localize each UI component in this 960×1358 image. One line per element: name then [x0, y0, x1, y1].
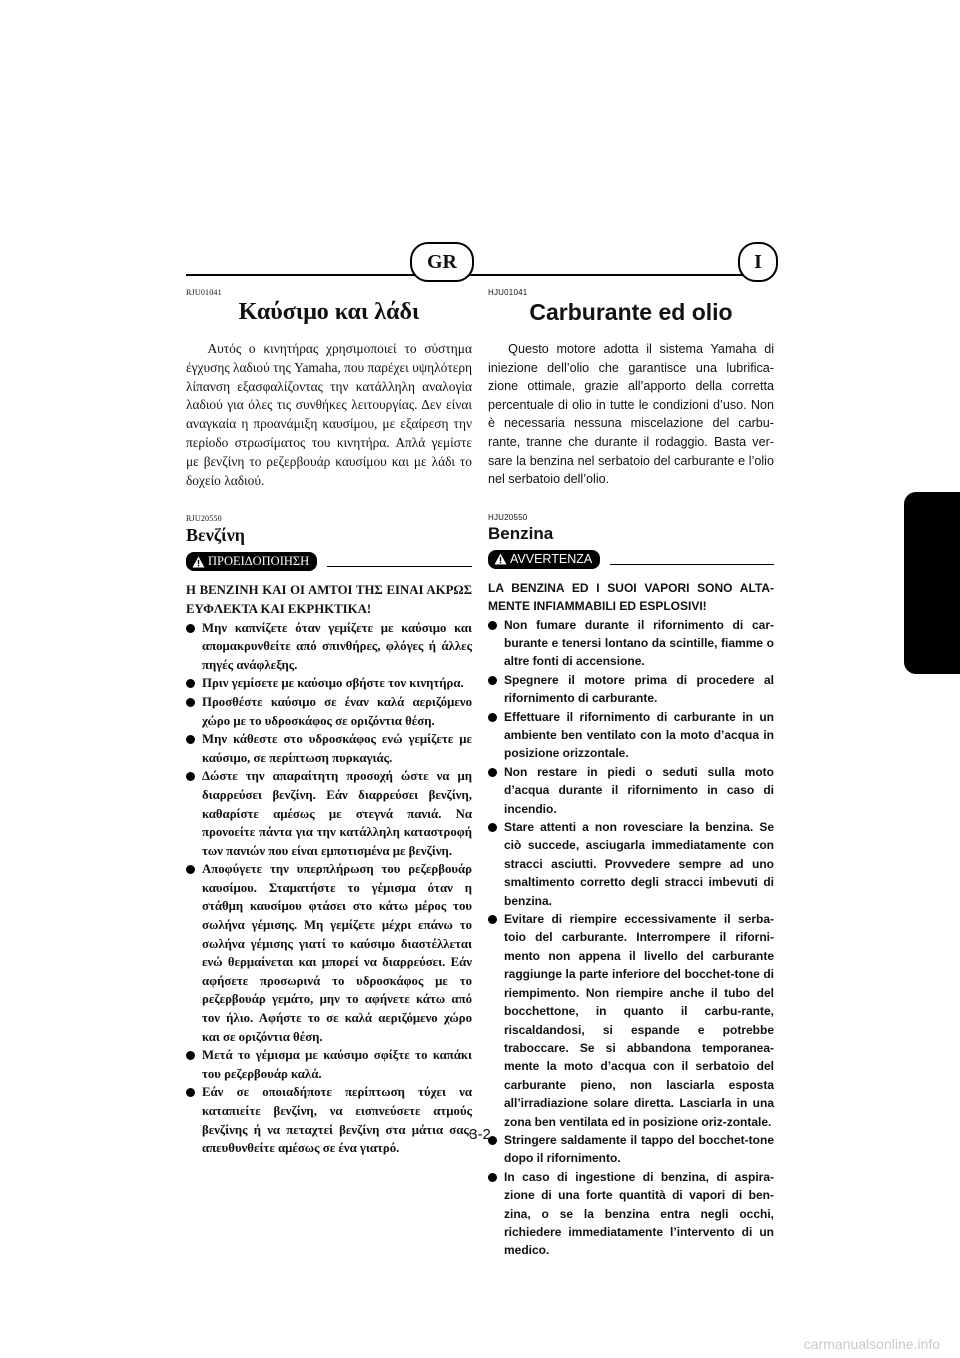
list-item: Μην κάθεστε στο υδροσκάφος ενώ γεμίζετε με καύσιμο, σε περίπτωση πυρκαγιάς.	[186, 730, 472, 767]
bullet-icon	[488, 823, 497, 832]
list-item: Effettuare il rifornimento di carburante in un ambiente ben ventilato con la moto d’acqua in posizione orizzontale.	[488, 708, 774, 763]
bullet-icon	[186, 1088, 195, 1097]
list-item: Αποφύγετε την υπερπλήρωση του ρεζερβουάρ καυσίμου. Σταματήστε το γέμισμα όταν η στάθμη καυσίμου φτάσει στο κάτω μέρος του σωλήνα γέμισης. Μη γεμίζετε μέχρι επάνω το σωλήνα γέμισης γιατί το καύσιμο διαστέλλεται ενώ θερμαίνεται και μπορεί να διαρρεύσει. Εάν αφήσετε προσωρινά το υδροσκάφος με το ρεζερβουάρ γεμάτο, μην το αφήνετε κάτω από τον ήλιο. Αφήστε το σε καλά αεριζόμενο χώρο και σε οριζόντια θέση.	[186, 860, 472, 1046]
bullet-icon	[186, 865, 195, 874]
warning-label: AVVERTENZA	[510, 551, 593, 566]
language-badge-italian: I	[738, 242, 778, 282]
warning-list	[186, 619, 472, 1158]
warning-label: ΠΡΟΕΙΔΟΠΟΙΗΣΗ	[208, 554, 310, 569]
warning-triangle-icon	[494, 553, 507, 565]
bullet-icon	[186, 1051, 195, 1060]
list-item: Μην καπνίζετε όταν γεμίζετε με καύσιμο και απομακρυνθείτε από σπινθήρες, φλόγες ή άλλες πηγές ανάφλεξης.	[186, 619, 472, 675]
bullet-icon	[488, 1173, 497, 1182]
subsection-title: Βενζίνη	[186, 525, 246, 546]
warning-heading: Η ΒΕΝΖΙΝΗ ΚΑΙ ΟΙ ΑΜΤΟΙ ΤΗΣ ΕΙΝΑΙ ΑΚΡΩΣ ΕΥΦΛΕΚΤΑ ΚΑΙ ΕΚΡΗΚΤΙΚΑ!	[186, 583, 472, 616]
list-item: Πριν γεμίσετε με καύσιμο σβήστε τον κινητήρα.	[186, 674, 472, 693]
bullet-icon	[488, 915, 497, 924]
list-item: Προσθέστε καύσιμο σε έναν καλά αεριζόμενο χώρο με το υδροσκάφος σε οριζόντια θέση.	[186, 693, 472, 730]
list-item: Evitare di riempire eccessivamente il serba-toio del carburante. Interrompere il riforni-mento non appena il livello del carburante raggiunge la parte inferiore del bocchet-tone di riempimento. Non riempire anche il tubo del bocchettone, in quanto il carbu-rante, riscaldandosi, si espande e potrebbe traboccare. Se si abbandona temporanea-mente la moto d’acqua con il serbatoio del carburante pieno, non lasciarla esposta all’irradiazione solare diretta. Lasciarla in una zona ben ventilata ed in posizione oriz-zontale.	[488, 910, 774, 1131]
warning-heading: LA BENZINA ED I SUOI VAPORI SONO ALTA-MENTE INFIAMMABILI ED ESPLOSIVI!	[488, 580, 774, 614]
bullet-icon	[488, 621, 497, 630]
subsection-code: HJU20550	[488, 512, 528, 522]
list-item: Stringere saldamente il tappo del bocchet-tone dopo il rifornimento.	[488, 1131, 774, 1168]
bullet-icon	[488, 676, 497, 685]
chapter-tab	[904, 492, 960, 674]
bullet-icon	[186, 698, 195, 707]
watermark: carmanualsonline.info	[803, 1336, 940, 1352]
page-number: 3-2	[469, 1126, 491, 1143]
list-item: Spegnere il motore prima di procedere al rifornimento di carburante.	[488, 671, 774, 708]
list-item: Εάν σε οποιαδήποτε περίπτωση τύχει να καταπιείτε βενζίνη, να εισπνεύσετε ατμούς βενζίνης ή να πεταχτεί βενζίνη στα μάτια σας, απευθυνθείτε αμέσως σε ένα γιατρό.	[186, 1083, 472, 1157]
language-badge-greek: GR	[410, 242, 474, 282]
bullet-icon	[186, 624, 195, 633]
warning-rule	[610, 564, 774, 565]
section-title: Carburante ed olio	[529, 299, 733, 325]
list-item: In caso di ingestione di benzina, di aspira-zione di una forte quantità di vapori di ben-zina, o se la benzina entra negli occhi, richiedere immediatamente l’intervento di un medico.	[488, 1168, 774, 1260]
warning-header	[488, 550, 774, 569]
bullet-icon	[488, 713, 497, 722]
warning-triangle-icon	[192, 556, 205, 568]
list-item: Non fumare durante il rifornimento di car-burante e tenersi lontano da scintille, fiamme o altre fonti di accensione.	[488, 616, 774, 671]
warning-badge	[186, 552, 317, 571]
section-body: Questo motore adotta il sistema Yamaha di iniezione dell’olio che garantisce una lubrifica-zione ottimale, grazie all’apporto della corretta percentuale di olio in tutte le condizioni d’uso. Non è necessaria nessuna miscelazione del carbu-rante, tranne che durante il rodaggio. Basta ver-sare la benzina nel serbatoio del carburante e l’olio nel serbatoio dell’olio.	[488, 342, 774, 487]
section-title: Καύσιμο και λάδι	[238, 299, 420, 325]
warning-rule	[327, 566, 472, 567]
header-rule	[186, 274, 774, 276]
bullet-icon	[186, 679, 195, 688]
section-code: RJU01041	[186, 288, 222, 297]
list-item: Μετά το γέμισμα με καύσιμο σφίξτε το καπάκι του ρεζερβουάρ καλά.	[186, 1046, 472, 1083]
subsection-title: Benzina	[488, 523, 554, 543]
section-code: HJU01041	[488, 288, 528, 297]
list-item: Δώστε την απαραίτητη προσοχή ώστε να μη διαρρεύσει βενζίνη. Εάν διαρρεύσει βενζίνη, καθαρίστε αμέσως με στεγνά πανιά. Να προνοείτε πάντα για την κατάλληλη καταστροφή των πανιών που είναι εμποτισμένα με βενζίνη.	[186, 767, 472, 860]
italian-column	[488, 288, 774, 1260]
list-item: Non restare in piedi o seduti sulla moto d’acqua durante il rifornimento in caso di incendio.	[488, 763, 774, 818]
bullet-icon	[488, 768, 497, 777]
bullet-icon	[186, 772, 195, 781]
warning-badge	[488, 550, 600, 569]
warning-list	[488, 616, 774, 1260]
section-body: Αυτός ο κινητήρας χρησιμοποιεί το σύστημα έγχυσης λαδιού της Yamaha, που παρέχει υψηλότερη λίπανση εξασφαλίζοντας την κατάλληλη αναλογία λαδιού για όλες τις συνθήκες λειτουργίας. Δεν είναι αναγκαία η προανάμιξη καυσίμου, με εξαίρεση την περίοδο στρωσίματος του κινητήρα. Απλά γεμίστε με βενζίνη το ρεζερβουάρ καυσίμου και με λάδι το δοχείο λαδιού.	[186, 341, 473, 488]
greek-column	[186, 288, 472, 1158]
subsection-code: RJU20550	[186, 514, 222, 524]
warning-header	[186, 552, 472, 571]
list-item: Stare attenti a non rovesciare la benzina. Se ciò succede, asciugarla immediatamente con stracci asciutti. Provvedere sempre ad uno smaltimento corretto degli stracci imbevuti di benzina.	[488, 818, 774, 910]
bullet-icon	[186, 735, 195, 744]
